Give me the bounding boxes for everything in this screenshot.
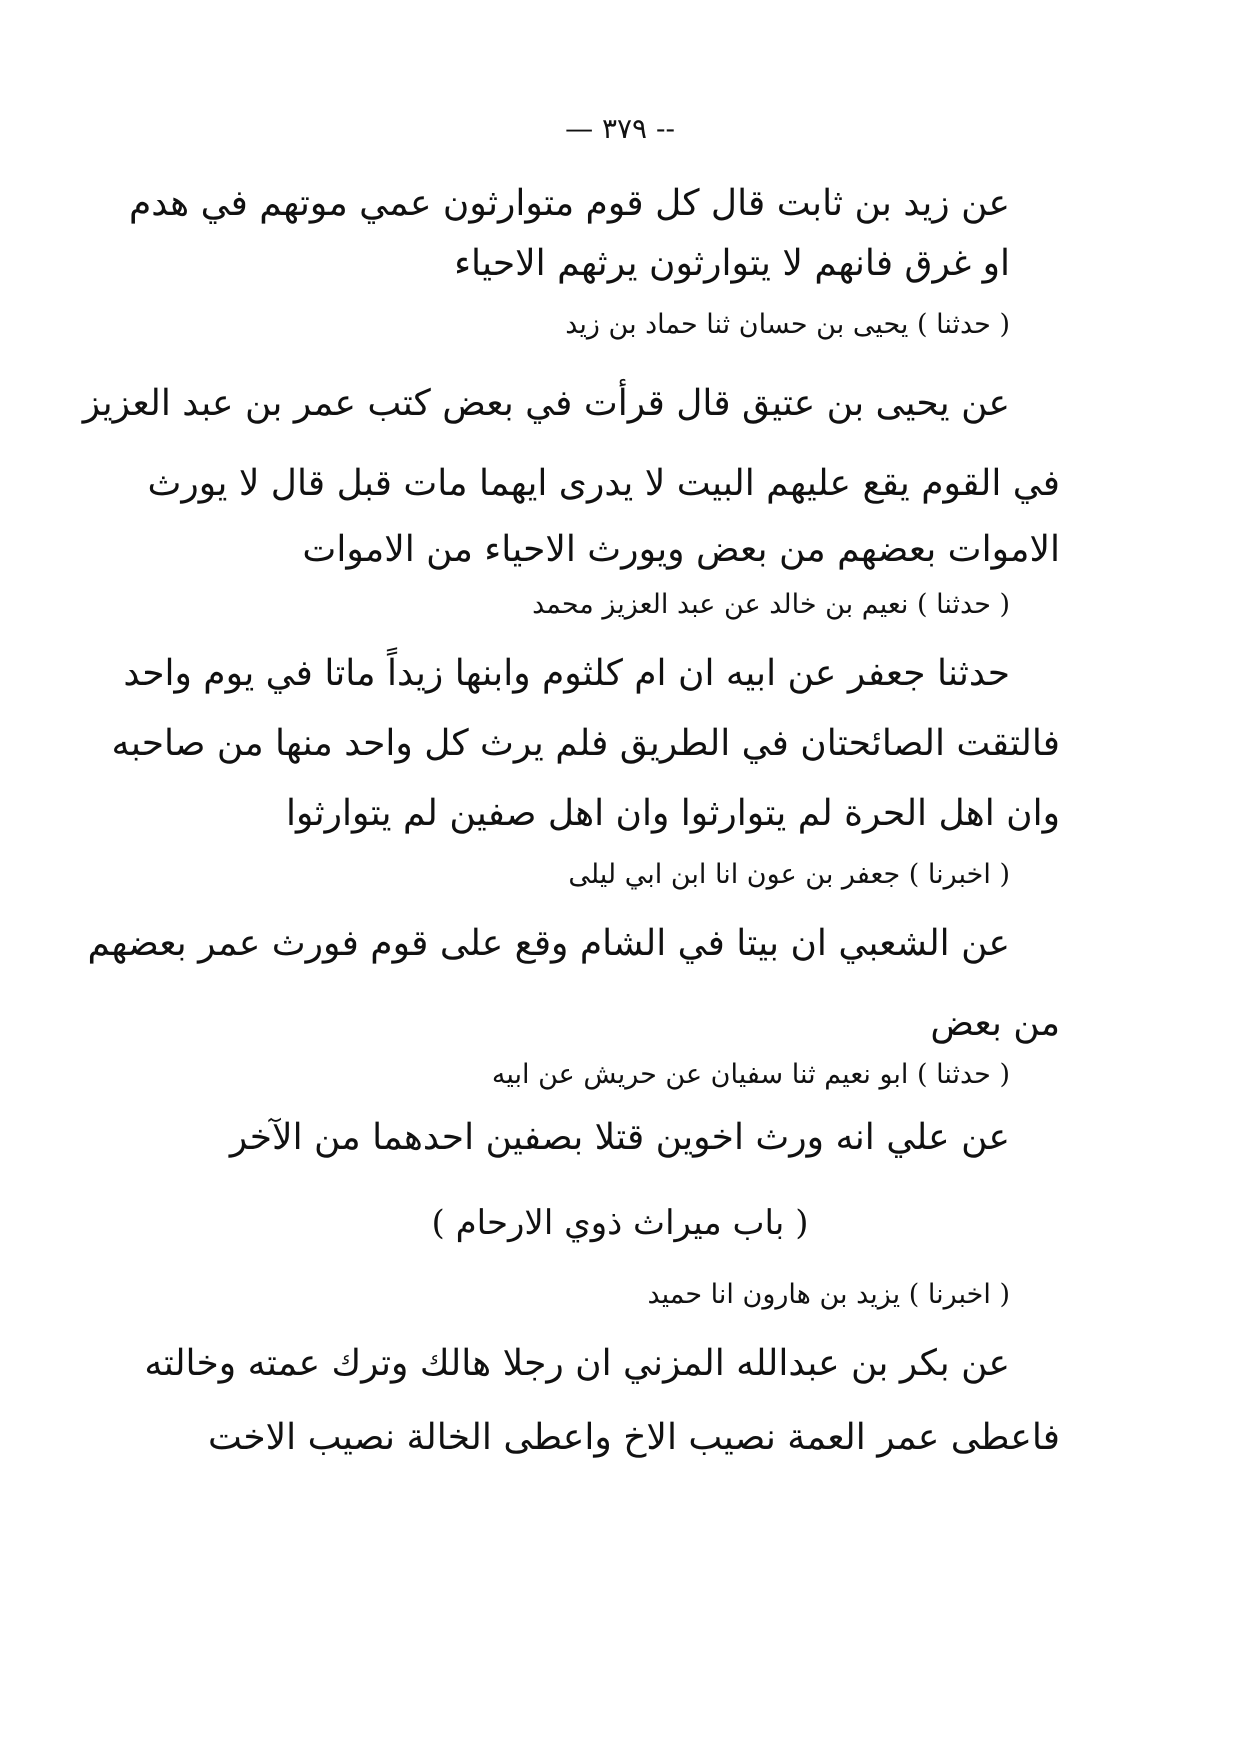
text-line: عن علي انه ورث اخوين قتلا بصفين احدهما من الآخر	[229, 1117, 1010, 1158]
isnad-line: ( حدثنا ) يحيى بن حسان ثنا حماد بن زيد	[565, 309, 1010, 340]
page-number: -- ٣٧٩ —	[565, 112, 675, 145]
text-line: من بعض	[930, 1003, 1060, 1044]
isnad-line: ( حدثنا ) نعيم بن خالد عن عبد العزيز محمد	[532, 589, 1010, 620]
text-line: فالتقت الصائحتان في الطريق فلم يرث كل واحد منها من صاحبه	[111, 723, 1060, 764]
text-line: عن زيد بن ثابت قال كل قوم متوارثون عمي موتهم في هدم	[129, 183, 1010, 224]
text-line: حدثنا جعفر عن ابيه ان ام كلثوم وابنها زيداً ماتا في يوم واحد	[123, 653, 1010, 694]
text-line: او غرق فانهم لا يتوارثون يرثهم الاحياء	[454, 243, 1010, 284]
text-line: الاموات بعضهم من بعض ويورث الاحياء من الاموات	[302, 529, 1060, 570]
isnad-line: ( حدثنا ) ابو نعيم ثنا سفيان عن حريش عن ابيه	[491, 1059, 1010, 1090]
text-line: فاعطى عمر العمة نصيب الاخ واعطى الخالة نصيب الاخت	[207, 1417, 1060, 1458]
isnad-line: ( اخبرنا ) جعفر بن عون انا ابن ابي ليلى	[568, 859, 1010, 890]
text-line: عن يحيى بن عتيق قال قرأت في بعض كتب عمر بن عبد العزيز	[82, 383, 1010, 424]
isnad-line: ( اخبرنا ) يزيد بن هارون انا حميد	[647, 1279, 1010, 1310]
text-line: وان اهل الحرة لم يتوارثوا وان اهل صفين لم يتوارثوا	[286, 793, 1060, 834]
text-line: عن بكر بن عبدالله المزني ان رجلا هالك وترك عمته وخالته	[144, 1343, 1010, 1384]
text-line: عن الشعبي ان بيتا في الشام وقع على قوم فورث عمر بعضهم	[87, 923, 1010, 964]
section-heading: ( باب ميراث ذوي الارحام )	[431, 1203, 809, 1243]
text-line: في القوم يقع عليهم البيت لا يدرى ايهما مات قبل قال لا يورث	[147, 463, 1060, 504]
